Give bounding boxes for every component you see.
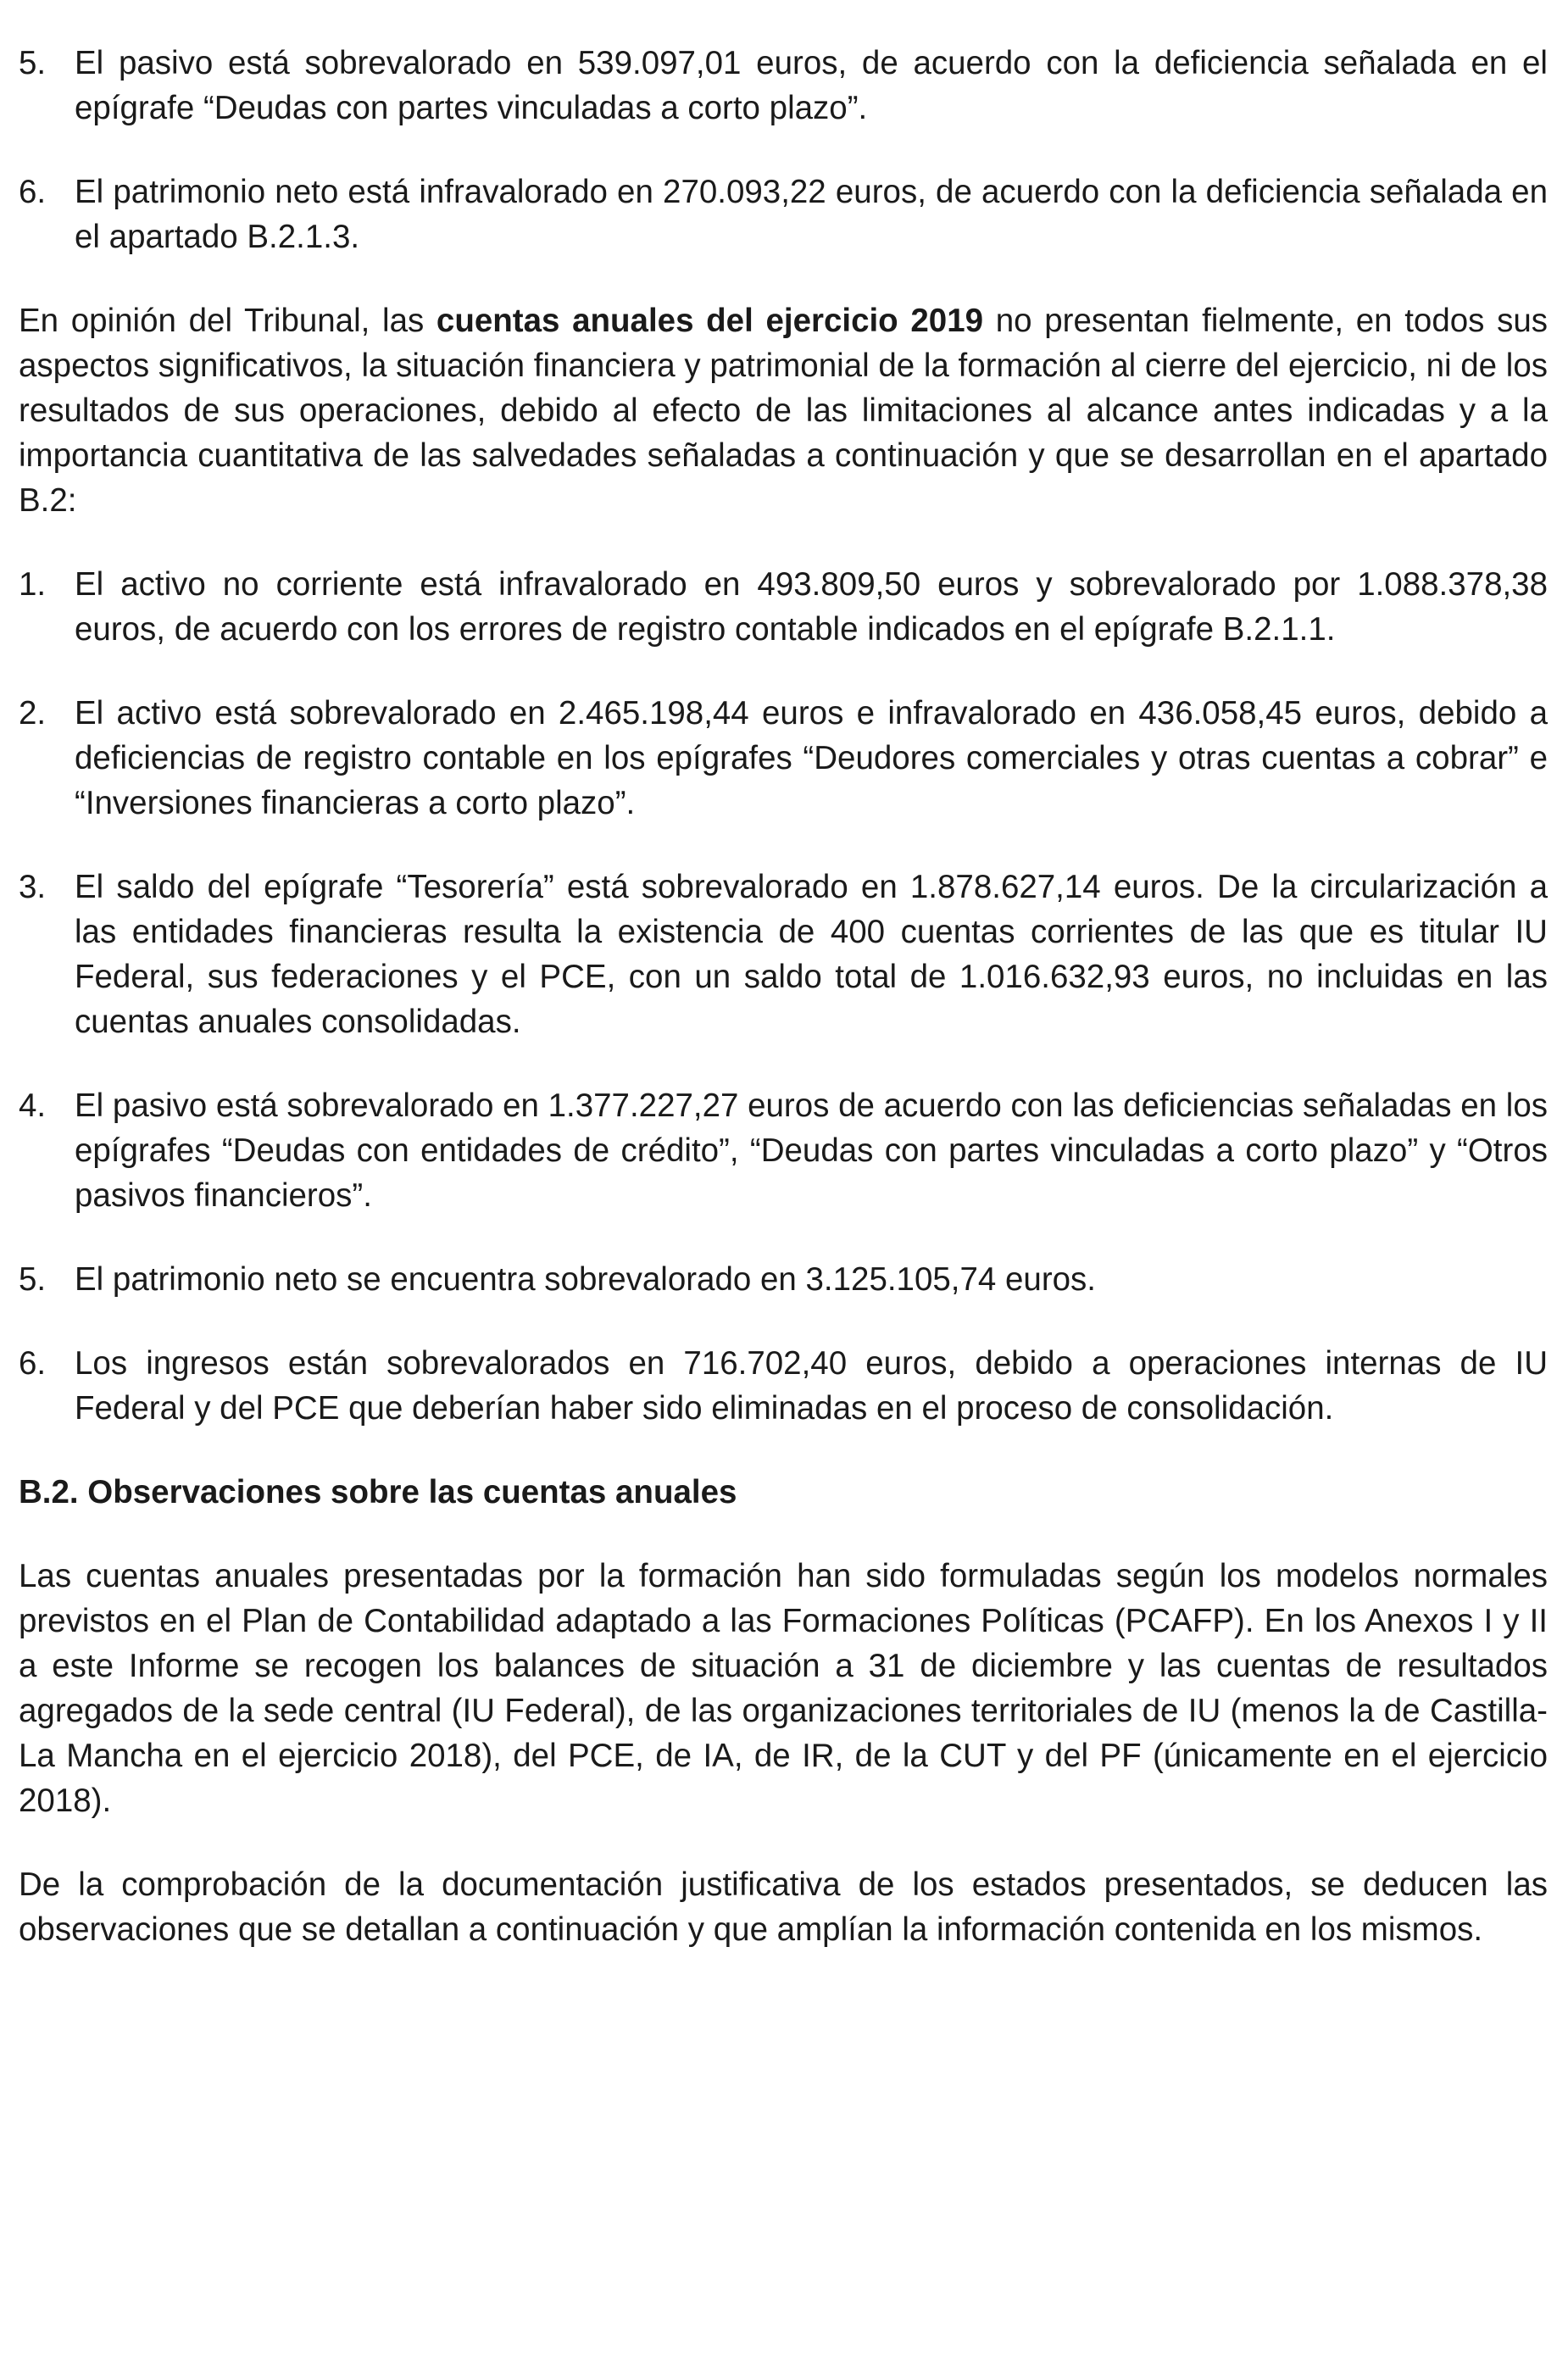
list-item [19,865,1548,1044]
list-item [19,170,1548,259]
list-item-text: El patrimonio neto se encuentra sobrevalorado en 3.125.105,74 euros. [75,1261,1097,1298]
list-item-text: El activo no corriente está infravalorado en 493.809,50 euros y sobrevalorado por 1.088.378,38 euros, de acuerdo con los errores de registro contable indicados en el epígrafe B.2.1.1. [75,566,1548,648]
list-item [19,691,1548,826]
opinion-rest-text: no presentan fielmente, en todos sus aspectos significativos, la situación financiera y patrimonial de la formación al cierre del ejercicio, ni de los resultados de sus operaciones, debido al efecto de las limitaciones al alcance antes indicadas y a la importancia cuantitativa de las salvedades señaladas a continuación y que se desarrollan en el apartado B.2: [19,303,1548,519]
opinion-2019-paragraph [19,298,1548,523]
list-item-number: 5. [19,45,47,81]
list-item [19,562,1548,652]
list-item-text: El activo está sobrevalorado en 2.465.198,44 euros e infravalorado en 436.058,45 euros, debido a deficiencias de registro contable en los epígrafes “Deudores comerciales y otras cuentas a cobrar” e “Inversiones financieras a corto plazo”. [75,695,1548,821]
opinion-intro-text: En opinión del Tribunal, las [19,303,436,339]
section-heading: B.2. Observaciones sobre las cuentas anuales [19,1474,737,1510]
list-item-number: 6. [19,174,47,210]
list-item [19,1341,1548,1431]
list-item-text: El pasivo está sobrevalorado en 539.097,01 euros, de acuerdo con la deficiencia señalada en el epígrafe “Deudas con partes vinculadas a corto plazo”. [75,45,1548,126]
list-item-number: 3. [19,869,47,905]
list-item-number: 2. [19,695,47,731]
list-item-text: El patrimonio neto está infravalorado en 270.093,22 euros, de acuerdo con la deficiencia señalada en el apartado B.2.1.3. [75,174,1548,255]
list-item [19,1083,1548,1218]
list-item-text: El pasivo está sobrevalorado en 1.377.227,27 euros de acuerdo con las deficiencias señaladas en los epígrafes “Deudas con entidades de crédito”, “Deudas con partes vinculadas a corto plazo” y “Otros pasivos financieros”. [75,1087,1548,1214]
list-item-text: El saldo del epígrafe “Tesorería” está sobrevalorado en 1.878.627,14 euros. De la circularización a las entidades financieras resulta la existencia de 400 cuentas corrientes de las que es titular IU Federal, sus federaciones y el PCE, con un saldo total de 1.016.632,93 euros, no incluidas en las cuentas anuales consolidadas. [75,869,1548,1040]
body-paragraph: De la comprobación de la documentación justificativa de los estados presentados, se deducen las observaciones que se detallan a continuación y que amplían la información contenida en los mismos. [19,1866,1548,1948]
list-item-number: 5. [19,1261,47,1298]
list-item-text: Los ingresos están sobrevalorados en 716.702,40 euros, debido a operaciones internas de IU Federal y del PCE que deberían haber sido eliminadas en el proceso de consolidación. [75,1345,1548,1427]
list-item-number: 4. [19,1087,47,1124]
list-item [19,1257,1548,1302]
list-item [19,41,1548,131]
document-page [19,41,1548,1991]
list-item-number: 6. [19,1345,47,1382]
opinion-bold-text: cuentas anuales del ejercicio 2019 [436,303,984,339]
body-paragraph: Las cuentas anuales presentadas por la formación han sido formuladas según los modelos normales previstos en el Plan de Contabilidad adaptado a las Formaciones Políticas (PCAFP). En los Anexos I y II a este Informe se recogen los balances de situación a 31 de diciembre y las cuentas de resultados agregados de la sede central (IU Federal), de las organizaciones territoriales de IU (menos la de Castilla-La Mancha en el ejercicio 2018), del PCE, de IA, de IR, de la CUT y del PF (únicamente en el ejercicio 2018). [19,1558,1548,1819]
list-item-number: 1. [19,566,47,603]
